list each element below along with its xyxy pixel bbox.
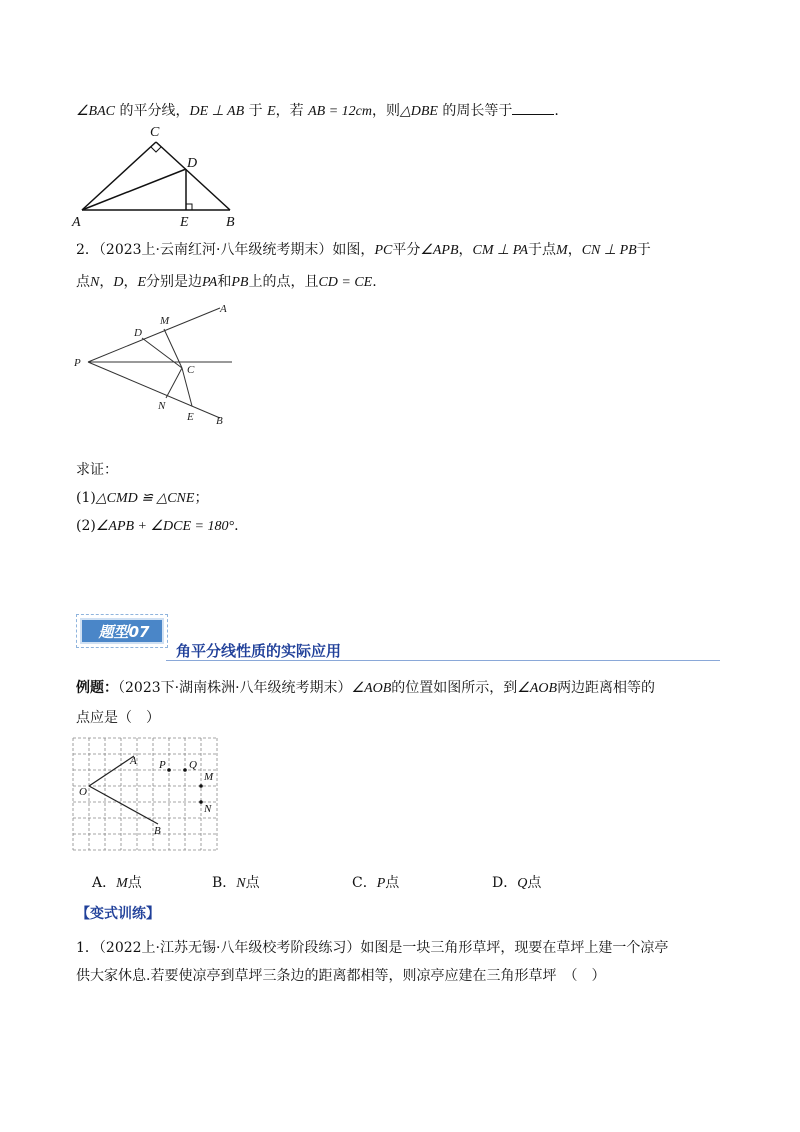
label-a: A [220, 303, 227, 315]
choice-d[interactable] [492, 872, 541, 892]
choice-point: P [376, 876, 386, 891]
proof-item-2 [76, 516, 239, 537]
q2-pc: PC [374, 243, 393, 258]
label-c: C [150, 125, 160, 140]
q2-cn-perp-pb: CN ⊥ PB [581, 243, 637, 258]
q1-text: 的周长等于 [437, 103, 513, 119]
grid-lines [73, 738, 217, 850]
ray-pa [88, 308, 220, 362]
label-n: N [158, 400, 166, 412]
badge-label: 题型07 [98, 623, 150, 641]
q2-text: 于点 [528, 242, 557, 258]
choice-letter: B． [212, 875, 237, 891]
example-line2: 点应是（ ） [76, 710, 160, 726]
proof-number: (2) [76, 518, 96, 534]
q2-cd-equals-ce: CD = CE [318, 275, 373, 290]
q2-line2 [76, 272, 377, 293]
q1-text: 的平分线， [115, 103, 190, 119]
choice-c[interactable] [352, 872, 399, 892]
label-a: A [130, 755, 137, 767]
choice-a[interactable] [92, 872, 142, 892]
q2-text: 和 [217, 274, 232, 290]
label-e: E [187, 411, 194, 423]
label-p: P [74, 357, 81, 369]
practice-line2: 供大家休息.若要使凉亭到草坪三条边的距离都相等，则凉亭应建在三角形草坪 （ ） [76, 968, 606, 984]
label-b: B [154, 825, 161, 837]
q1-angle-bac: ∠BAC [76, 104, 115, 119]
example-line1 [76, 678, 655, 699]
q2-text: ， [123, 274, 138, 290]
q2-line1 [76, 240, 651, 261]
choice-suffix: 点 [245, 875, 260, 891]
q1-triangle-dbe: △DBE [399, 104, 438, 119]
label-m: M [160, 315, 170, 327]
label-p: P [159, 759, 166, 771]
ray-oa [89, 756, 134, 786]
q2-point-n: N [90, 275, 100, 290]
q2-text: . [372, 274, 377, 290]
q2-text: ， [567, 242, 582, 258]
choice-letter: C． [352, 875, 377, 891]
q2-text: ， [99, 274, 114, 290]
example-angle-aob: ∠AOB [517, 681, 558, 696]
badge-fill [80, 618, 164, 644]
segment-ac [82, 142, 156, 210]
choice-suffix: 点 [127, 875, 142, 891]
proof-text: . [234, 518, 239, 534]
q2-point-m: M [556, 243, 568, 258]
label-q: Q [189, 759, 197, 771]
point-q [183, 768, 187, 772]
example-source: （2023下·湖南株洲·八年级统考期末） [118, 680, 352, 696]
q1-point-e: E [267, 104, 276, 119]
q2-point-d: D [113, 275, 124, 290]
angle-bisector-figure [70, 298, 240, 430]
q2-text: 上的点，且 [248, 274, 319, 290]
section-badge [76, 614, 168, 650]
q2-pb: PB [231, 275, 249, 290]
q1-ab-length: AB = 12cm [308, 104, 372, 119]
proof-number: (1) [76, 490, 96, 506]
q2-text: 平分 [392, 242, 421, 258]
answer-blank[interactable] [512, 100, 554, 115]
section-title: 角平分线性质的实际应用 [176, 642, 342, 660]
label-a: A [72, 215, 81, 230]
choice-point: M [116, 876, 128, 891]
label-c: C [187, 364, 195, 376]
segment-dc [142, 338, 182, 368]
example-text: 的位置如图所示，到 [391, 680, 518, 696]
q1-text: ，若 [275, 103, 309, 119]
point-m [199, 784, 203, 788]
label-d: D [134, 327, 142, 339]
choice-point: N [236, 876, 246, 891]
proof-text: ； [194, 490, 209, 506]
choice-letter: D． [492, 875, 518, 891]
proof-congruence: △CMD ≌ △CNE [95, 491, 195, 506]
label-o: O [79, 786, 87, 798]
q2-text: ， [458, 242, 473, 258]
q1-text: 于 [244, 103, 268, 119]
example-angle-aob: ∠AOB [351, 681, 392, 696]
q2-text: 分别是边 [146, 274, 203, 290]
choice-suffix: 点 [385, 875, 400, 891]
choice-point: Q [517, 876, 528, 891]
section-divider [166, 660, 720, 661]
q2-text: 2．（2023上·云南红河·八年级统考期末）如图， [76, 242, 375, 258]
q1-text: . [554, 103, 559, 119]
q2-point-e: E [137, 275, 147, 290]
q1-de-perp-ab: DE ⊥ AB [189, 104, 245, 119]
triangle-figure [70, 122, 250, 230]
label-e: E [180, 215, 189, 230]
segment-ad [82, 169, 186, 210]
ray-pb [88, 362, 220, 418]
practice-line1: 1．（2022上·江苏无锡·八年级校考阶段练习）如图是一块三角形草坪，现要在草坪上建一个凉亭 [76, 940, 669, 956]
q2-text: 于 [636, 242, 651, 258]
proof-angle-sum: ∠APB + ∠DCE = 180° [95, 519, 235, 534]
q2-text: 点 [76, 274, 90, 290]
example-text: 两边距离相等的 [557, 680, 656, 696]
q2-angle-apb: ∠APB [420, 243, 459, 258]
choice-suffix: 点 [527, 875, 542, 891]
example-label: 例题： [76, 680, 118, 696]
q2-pa: PA [202, 275, 218, 290]
label-n: N [204, 803, 212, 815]
label-b: B [226, 215, 235, 230]
choice-b[interactable] [212, 872, 260, 892]
point-p [167, 768, 171, 772]
label-d: D [187, 156, 198, 171]
q2-cm-perp-pa: CM ⊥ PA [472, 243, 529, 258]
proof-item-1 [76, 488, 208, 509]
q1-text: ，则 [371, 103, 400, 119]
right-angle-mark-c [151, 147, 161, 152]
right-angle-mark-e [186, 204, 192, 210]
proof-title: 求证： [76, 462, 118, 478]
choice-letter: A． [92, 875, 117, 891]
label-m: M [204, 771, 214, 783]
label-b: B [216, 415, 223, 427]
grid-figure [72, 736, 222, 852]
q1-text-line [76, 100, 559, 122]
point-n [199, 800, 203, 804]
segment-cn [166, 368, 182, 398]
practice-title: 【变式训练】 [76, 906, 160, 922]
